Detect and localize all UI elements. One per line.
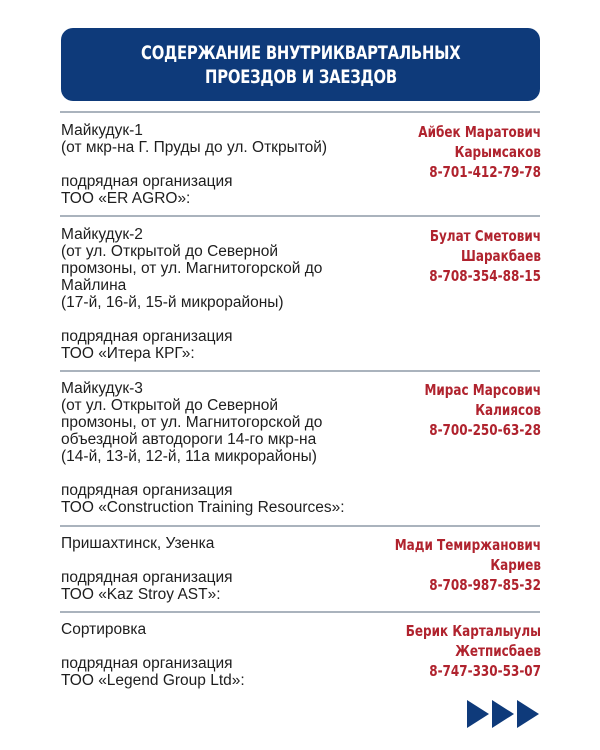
divider: [60, 111, 540, 113]
contact-first-name: Булат Сметович: [429, 227, 541, 245]
area-detail: промзоны, от ул. Магнитогорской до: [61, 260, 323, 277]
contractor-label: подрядная организация: [61, 569, 233, 586]
contact-block: [341, 122, 541, 182]
contractor-label: подрядная организация: [61, 173, 233, 190]
divider: [60, 370, 540, 372]
title-banner: [61, 28, 540, 101]
area-detail: Майлина: [61, 277, 127, 294]
arrow-icon: [492, 700, 514, 728]
contractor-name: ТОО «ER AGRO»:: [61, 190, 191, 207]
contractor-name: ТОО «Итера КРГ»:: [61, 345, 195, 362]
area-detail: (от ул. Открытой до Северной: [61, 243, 279, 260]
entry-description: [61, 621, 381, 689]
area-detail: (от мкр-на Г. Пруды до ул. Открытой): [61, 139, 328, 156]
contractor-name: ТОО «Legend Group Ltd»:: [61, 672, 245, 689]
contact-phone[interactable]: 8-701-412-79-78: [429, 163, 541, 181]
title-line-2: ПРОЕЗДОВ И ЗАЕЗДОВ: [204, 65, 397, 88]
divider: [60, 215, 540, 217]
contact-last-name: Шаракбаев: [461, 247, 541, 265]
area-detail: (17-й, 16-й, 15-й микрорайоны): [61, 294, 284, 311]
area-name: Майкудук-2: [61, 226, 143, 243]
arrow-icon: [467, 700, 489, 728]
contact-phone[interactable]: 8-747-330-53-07: [429, 662, 541, 680]
contact-first-name: Мирас Марсович: [424, 381, 541, 399]
arrow-icon: [517, 700, 539, 728]
title-line-1: СОДЕРЖАНИЕ ВНУТРИКВАРТАЛЬНЫХ: [140, 41, 461, 64]
divider: [60, 525, 540, 527]
contact-block: [341, 535, 541, 595]
entry-description: [61, 535, 381, 603]
contact-first-name: Мади Темиржанович: [394, 536, 541, 554]
divider: [60, 611, 540, 613]
contact-block: [341, 380, 541, 440]
area-detail: объездной автодороги 14-го мкр-на: [61, 431, 317, 448]
area-name: Майкудук-3: [61, 380, 143, 397]
triple-arrow-right-icon[interactable]: [467, 700, 543, 728]
contractor-label: подрядная организация: [61, 655, 233, 672]
entry-description: [61, 122, 381, 207]
contractor-label: подрядная организация: [61, 328, 233, 345]
contractor-name: ТОО «Construction Training Resources»:: [61, 499, 345, 516]
contact-block: [341, 226, 541, 286]
contact-last-name: Кариев: [490, 556, 541, 574]
area-detail: (от ул. Открытой до Северной: [61, 397, 279, 414]
contact-first-name: Берик Карталыулы: [405, 622, 541, 640]
area-detail: промзоны, от ул. Магнитогорской до: [61, 414, 323, 431]
area-name: Сортировка: [61, 621, 147, 638]
entry-description: [61, 226, 381, 362]
area-detail: (14-й, 13-й, 12-й, 11а микрорайоны): [61, 448, 317, 465]
contact-block: [341, 621, 541, 681]
contact-phone[interactable]: 8-708-354-88-15: [429, 267, 541, 285]
entry-description: [61, 380, 381, 516]
contractor-name: ТОО «Kaz Stroy AST»:: [61, 586, 221, 603]
contact-last-name: Жетписбаев: [455, 642, 541, 660]
area-name: Пришахтинск, Узенка: [61, 535, 215, 552]
area-name: Майкудук-1: [61, 122, 143, 139]
contact-first-name: Айбек Маратович: [418, 123, 541, 141]
contact-phone[interactable]: 8-708-987-85-32: [429, 576, 541, 594]
contact-last-name: Калиясов: [475, 401, 541, 419]
contact-last-name: Карымсаков: [454, 143, 541, 161]
contact-phone[interactable]: 8-700-250-63-28: [429, 421, 541, 439]
contractor-label: подрядная организация: [61, 482, 233, 499]
